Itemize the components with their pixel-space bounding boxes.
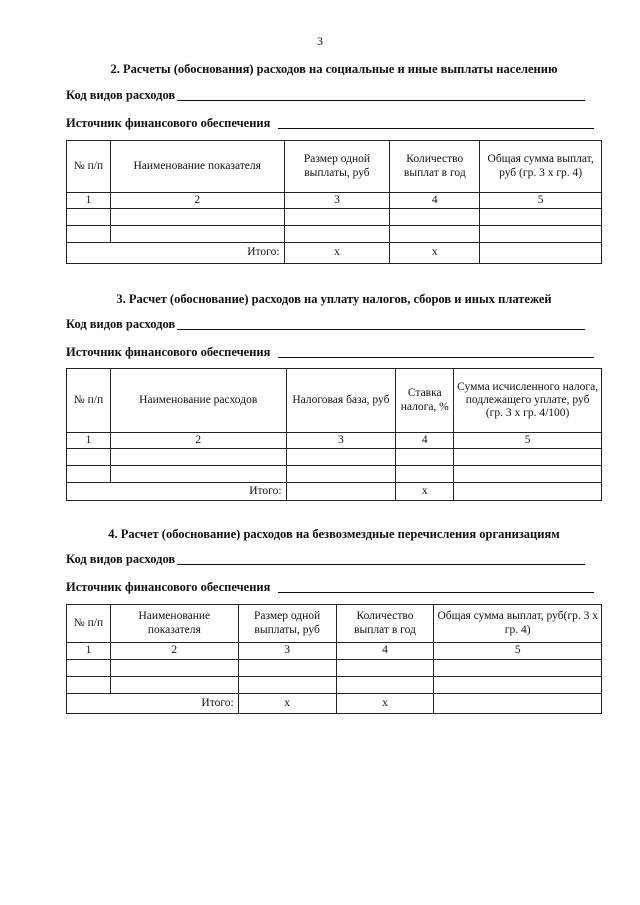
table-cell[interactable] [336,677,434,694]
funding-source-label: Источник финансового обеспечения [66,116,271,130]
column-number-row [67,433,602,449]
column-number: 2 [110,193,284,209]
table-cell[interactable] [336,660,434,677]
table-cell[interactable] [390,209,480,226]
header-cell: Сумма исчисленного налога, подлежащего уплате, руб (гр. 3 х гр. 4/100) [454,369,602,433]
header-cell: Общая сумма выплат, руб(гр. 3 х гр. 4) [434,605,602,643]
table-cell[interactable] [284,226,390,243]
table-cell[interactable] [284,209,390,226]
table-cell[interactable] [110,466,286,483]
expense-code-field [66,552,602,567]
total-label: Итого: [67,243,285,264]
total-label: Итого: [67,483,287,501]
table-row [67,449,602,466]
section-title: 3. Расчет (обоснование) расходов на уплату налогов, сборов и иных платежей [116,292,552,306]
table-cell[interactable] [67,466,111,483]
total-row [67,483,602,501]
column-number: 3 [284,193,390,209]
header-cell: Наименование расходов [110,369,286,433]
social-payments-table [66,140,602,264]
header-cell: Количество выплат в год [336,605,434,643]
table-cell[interactable] [286,466,396,483]
column-number: 3 [238,643,336,660]
header-cell: Наименование показателя [110,605,238,643]
table-cell[interactable] [67,677,111,694]
page-number: 3 [317,34,323,48]
table-row [67,466,602,483]
table-header-row [67,605,602,643]
column-number: 5 [480,193,602,209]
header-cell: № п/п [67,141,111,193]
header-cell: Налоговая база, руб [286,369,396,433]
header-cell: Наименование показателя [110,141,284,193]
table-cell[interactable] [480,209,602,226]
table-cell[interactable] [110,677,238,694]
expense-code-label: Код видов расходов [66,552,176,566]
total-mark: х [390,243,480,264]
funding-source-line[interactable] [278,591,594,593]
table-cell[interactable] [434,677,602,694]
table-cell[interactable] [110,209,284,226]
total-mark: х [336,694,434,714]
column-number: 2 [110,433,286,449]
total-row [67,243,602,264]
total-value-cell[interactable] [286,483,396,501]
table-header-row [67,141,602,193]
funding-source-field [66,116,602,131]
expense-code-field [66,88,602,103]
header-cell: Размер одной выплаты, руб [238,605,336,643]
header-cell: Размер одной выплаты, руб [284,141,390,193]
table-row [67,209,602,226]
section-title: 4. Расчет (обоснование) расходов на безвозмездные перечисления организациям [108,527,560,541]
column-number: 3 [286,433,396,449]
table-cell[interactable] [434,660,602,677]
column-number: 1 [67,433,111,449]
table-cell[interactable] [110,449,286,466]
expense-code-label: Код видов расходов [66,88,176,102]
table-cell[interactable] [67,660,111,677]
funding-source-field [66,580,602,595]
total-value-cell[interactable] [480,243,602,264]
table-row [67,226,602,243]
table-cell[interactable] [67,449,111,466]
table-cell[interactable] [286,449,396,466]
column-number: 4 [336,643,434,660]
column-number-row [67,193,602,209]
column-number: 1 [67,643,111,660]
header-cell: № п/п [67,369,111,433]
taxes-table [66,368,602,501]
table-cell[interactable] [67,226,111,243]
expense-code-line[interactable] [177,99,585,101]
funding-source-line[interactable] [278,356,594,358]
funding-source-field [66,345,602,360]
gratuitous-transfers-table [66,604,602,714]
column-number: 2 [110,643,238,660]
total-row [67,694,602,714]
header-cell: Количество выплат в год [390,141,480,193]
column-number: 1 [67,193,111,209]
table-cell[interactable] [454,449,602,466]
expense-code-line[interactable] [177,563,585,565]
expense-code-field [66,317,602,332]
table-cell[interactable] [480,226,602,243]
table-cell[interactable] [238,677,336,694]
table-cell[interactable] [396,449,454,466]
column-number: 4 [396,433,454,449]
total-mark: х [238,694,336,714]
total-mark: х [284,243,390,264]
column-number: 4 [390,193,480,209]
table-cell[interactable] [110,660,238,677]
total-value-cell[interactable] [434,694,602,714]
expense-code-label: Код видов расходов [66,317,176,331]
table-cell[interactable] [67,209,111,226]
total-label: Итого: [67,694,239,714]
header-cell: Ставка налога, % [396,369,454,433]
table-row [67,660,602,677]
section-title: 2. Расчеты (обоснования) расходов на социальные и иные выплаты населению [110,62,558,76]
funding-source-label: Источник финансового обеспечения [66,580,271,594]
table-cell[interactable] [390,226,480,243]
column-number: 5 [454,433,602,449]
funding-source-label: Источник финансового обеспечения [66,345,271,359]
total-value-cell[interactable] [454,483,602,501]
header-cell: Общая сумма выплат, руб (гр. 3 х гр. 4) [480,141,602,193]
table-cell[interactable] [110,226,284,243]
table-header-row [67,369,602,433]
expense-code-line[interactable] [177,328,585,330]
table-row [67,677,602,694]
header-cell: № п/п [67,605,111,643]
column-number-row [67,643,602,660]
column-number: 5 [434,643,602,660]
table-cell[interactable] [396,466,454,483]
funding-source-line[interactable] [278,127,594,129]
table-cell[interactable] [454,466,602,483]
total-mark: х [396,483,454,501]
table-cell[interactable] [238,660,336,677]
